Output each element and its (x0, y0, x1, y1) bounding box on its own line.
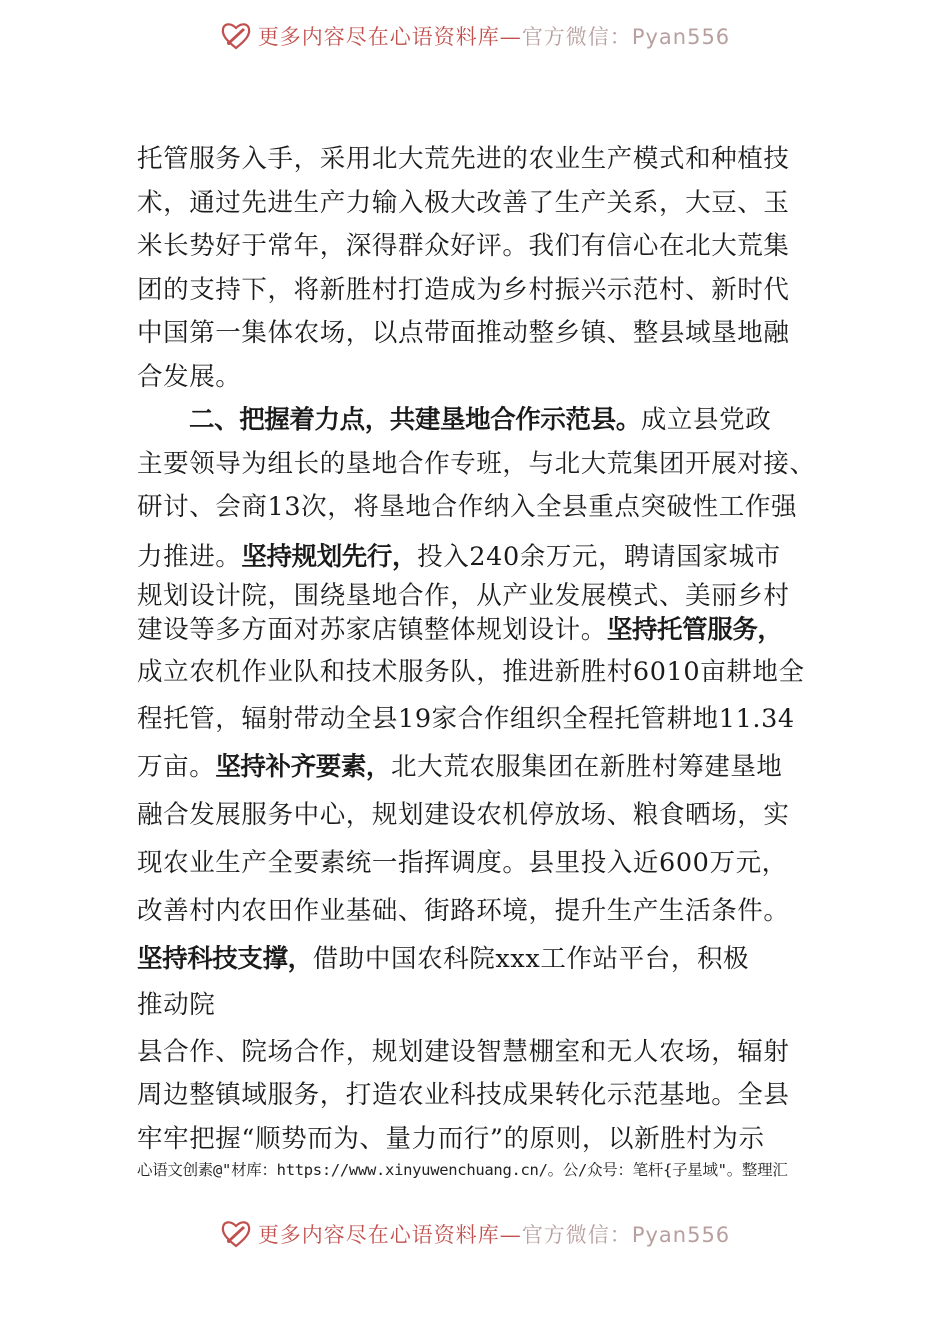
section-text: 万亩。 (137, 751, 216, 782)
heart-brush-logo-icon (220, 20, 252, 52)
banner-main-text: 更多内容尽在心语资料库— (257, 1223, 522, 1247)
paragraph-line: 改善村内农田作业基础、街路环境，提升生产生活条件。 (137, 895, 790, 926)
paragraph-line: 合发展。 (137, 361, 242, 392)
section-text: 力推进。 (137, 541, 242, 572)
paragraph-line: 团的支持下，将新胜村打造成为乡村振兴示范村、新时代 (137, 274, 790, 305)
paragraph-line (137, 536, 827, 580)
section-text: 成立县党政 (640, 405, 772, 435)
heart-brush-logo-icon (220, 1218, 252, 1250)
paragraph-line (137, 743, 827, 791)
paragraph-line: 县合作、院场合作，规划建设智慧棚室和无人农场，辐射 (137, 1036, 790, 1067)
paragraph-line: 融合发展服务中心，规划建设农机停放场、粮食晒场，实 (137, 799, 790, 830)
bold-point: 坚持规划先行， (241, 541, 418, 572)
section-text: 北大荒农服集团在新胜村筹建垦地 (391, 751, 783, 782)
paragraph-line: 周边整镇域服务，打造农业科技成果转化示范基地。全县 (137, 1080, 790, 1110)
banner-main-text: 更多内容尽在心语资料库— (257, 25, 522, 49)
banner-text (258, 1219, 730, 1249)
paragraph-line: 规划设计院，围绕垦地合作，从产业发展模式、美丽乡村 (137, 581, 790, 611)
header-banner (0, 16, 950, 56)
bold-point: 坚持科技支撑， (137, 943, 313, 974)
footer-banner (0, 1214, 950, 1254)
paragraph-line: 推动院 (137, 989, 216, 1020)
paragraph-line (137, 613, 827, 647)
paragraph-line: 现农业生产全要素统一指挥调度。县里投入近600万元， (137, 847, 788, 878)
footer-note: 心语文创素@"材库：https://www.xinyuwenchuang.cn/。公/众号：笔杆{子星域"。整理汇 (137, 1161, 788, 1179)
paragraph-line: 程托管，辐射带动全县19家合作组织全程托管耕地11.34 (137, 703, 795, 734)
section-text: 建设等多方面对苏家店镇整体规划设计。 (137, 615, 607, 645)
section-heading: 二、把握着力点，共建垦地合作示范县。 (189, 405, 641, 435)
document-body (137, 138, 827, 1161)
banner-wechat-id: Pyan556 (631, 25, 731, 49)
paragraph-line: 主要领导为组长的垦地合作专班，与北大荒集团开展对接、 (137, 448, 816, 479)
paragraph-line: 术，通过先进生产力输入极大改善了生产关系，大豆、玉 (137, 187, 790, 218)
paragraph-line (137, 935, 827, 983)
section-text: 借助中国农科院xxx工作站平台，积极 (312, 943, 750, 974)
banner-text (258, 21, 730, 51)
section-text: 投入240余万元，聘请国家城市 (417, 541, 781, 572)
paragraph-line: 牢牢把握“顺势而为、量力而行”的原则，以新胜村为示 (137, 1123, 765, 1154)
paragraph-line: 成立农机作业队和技术服务队，推进新胜村6010亩耕地全 (137, 657, 805, 687)
paragraph-line: 中国第一集体农场，以点带面推动整乡镇、整县域垦地融 (137, 318, 790, 348)
banner-wechat-label: 官方微信： (521, 25, 632, 49)
paragraph-line: 托管服务入手，采用北大荒先进的农业生产模式和种植技 (137, 144, 790, 174)
paragraph-line: 研讨、会商13次，将垦地合作纳入全县重点突破性工作强 (137, 492, 798, 522)
paragraph-line: 米长势好于常年，深得群众好评。我们有信心在北大荒集 (137, 231, 790, 261)
banner-wechat-label: 官方微信： (521, 1223, 632, 1247)
bold-point: 坚持补齐要素， (215, 751, 392, 782)
bold-point: 坚持托管服务， (606, 615, 783, 645)
banner-wechat-id: Pyan556 (631, 1223, 731, 1247)
section-heading-line (137, 399, 827, 443)
